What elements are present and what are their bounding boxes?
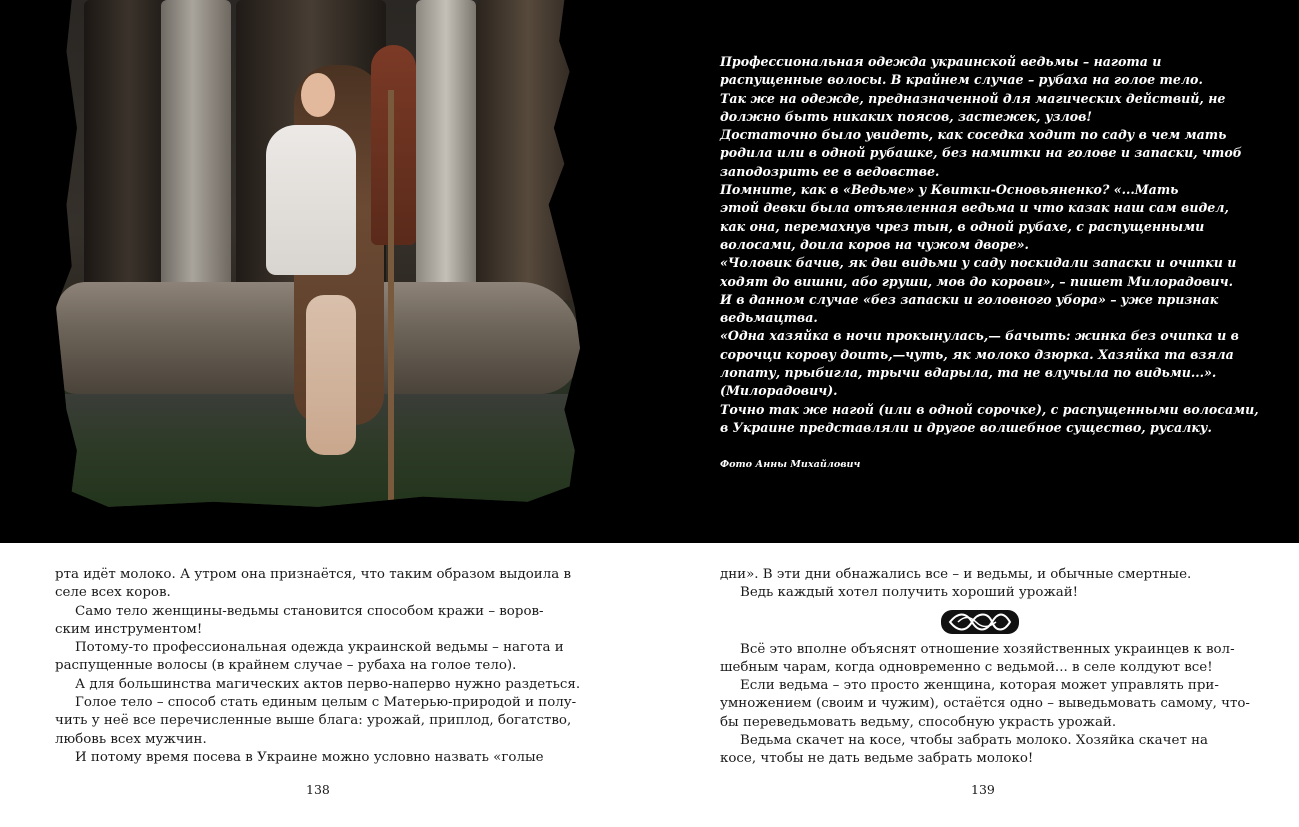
embroidered-shirt bbox=[266, 125, 356, 275]
text-line: Голое тело – способ стать единым целым с Матерью-природой и полу- bbox=[75, 695, 577, 711]
tree-trunk bbox=[416, 0, 476, 300]
photo-credit: Фото Анны Михайлович bbox=[720, 459, 861, 470]
text-line: «Одна хазяйка в ночи прокынулась,— бачыть: жинка без очипка и в bbox=[720, 328, 1239, 344]
text-line: ским инструментом! bbox=[55, 621, 203, 637]
text-line: должно быть никаких поясов, застежек, узлов! bbox=[720, 108, 1092, 124]
text-line: распущенные волосы. В крайнем случае – рубаха на голое тело. bbox=[720, 72, 1203, 88]
text-line: И в данном случае «без запаски и головного убора» – уже признак bbox=[720, 291, 1219, 307]
tree-trunk bbox=[161, 0, 231, 300]
text-line: Профессиональная одежда украинской ведьмы – нагота и bbox=[720, 54, 1162, 69]
text-line: дни». В эти дни обнажались все – и ведьмы, и обычные смертные. bbox=[720, 567, 1192, 582]
text-line: родила или в одной рубашке, без намитки на голове и запаски, чтоб bbox=[720, 145, 1242, 161]
text-line: Помните, как в «Ведьме» у Квитки-Основьяненко? «...Мать bbox=[720, 182, 1179, 198]
text-line: Если ведьма – это просто женщина, которая может управлять при- bbox=[740, 678, 1219, 694]
text-line: И потому время посева в Украине можно условно назвать «голые bbox=[75, 749, 544, 765]
text-line: рта идёт молоко. А утром она признаётся, что таким образом выдоила в bbox=[55, 567, 571, 582]
text-line: в Украине представляли и другое волшебное существо, русалку. bbox=[720, 419, 1212, 435]
left-page-body bbox=[55, 566, 580, 767]
text-line: чить у неё все перечисленные выше блага: урожай, приплод, богатство, bbox=[55, 713, 572, 729]
face bbox=[301, 73, 335, 117]
page-number-left: 138 bbox=[306, 782, 330, 797]
text-line: распущенные волосы (в крайнем случае – рубаха на голое тело). bbox=[55, 658, 517, 674]
text-line: ведьмацтва. bbox=[720, 310, 818, 326]
text-line: Точно так же нагой (или в одной сорочке), с распущенными волосами, bbox=[720, 401, 1259, 417]
text-line: Ведь каждый хотел получить хороший урожай! bbox=[740, 585, 1079, 601]
text-line: Ведьма скачет на косе, чтобы забрать молоко. Хозяйка скачет на bbox=[740, 733, 1209, 749]
text-line: «Чоловик бачив, як дви видьми у саду поскидали запаски и очипки и bbox=[720, 255, 1237, 271]
text-line: Достаточно было увидеть, как соседка ходит по саду в чем мать bbox=[720, 127, 1227, 143]
text-line: косе, чтобы не дать ведьме забрать молоко! bbox=[720, 751, 1034, 767]
text-line: ходят до вишни, або груши, мов до корови», – пишет Милорадович. bbox=[720, 273, 1233, 289]
text-line: бы переведьмовать ведьму, способную украсть урожай. bbox=[720, 714, 1117, 730]
text-line: любовь всех мужчин. bbox=[55, 731, 207, 747]
text-line: селе всех коров. bbox=[55, 585, 171, 601]
text-line: заподозрить ее в ведовстве. bbox=[720, 163, 940, 179]
text-line: Так же на одежде, предназначенной для магических действий, не bbox=[720, 90, 1226, 106]
text-line: волосами, доила коров на чужом дворе». bbox=[720, 236, 1029, 252]
broom-handle bbox=[388, 90, 394, 510]
right-page-body bbox=[720, 566, 1250, 769]
text-line: сорочци корову доить,—чуть, як молоко дзюрка. Хазяйка та взяла bbox=[720, 346, 1234, 362]
text-line: шебным чарам, когда одновременно с ведьмой... в селе колдуют все! bbox=[720, 659, 1213, 675]
legs bbox=[306, 295, 356, 455]
text-line: Потому-то профессиональная одежда украинской ведьмы – нагота и bbox=[75, 640, 564, 656]
quote-text-block bbox=[720, 53, 1265, 437]
text-line: как она, перемахнув чрез тын, в одной рубахе, с распущенными bbox=[720, 218, 1205, 234]
text-line: (Милорадович). bbox=[720, 383, 838, 399]
text-line: А для большинства магических актов перво-наперво нужно раздеться. bbox=[75, 676, 581, 692]
page-number-right: 139 bbox=[971, 782, 995, 797]
text-line: лопату, прыбигла, трычи вдарыла, та не влучыла по видьми...». bbox=[720, 365, 1217, 381]
photo-woman-with-broom bbox=[56, 0, 580, 512]
text-line: умножением (своим и чужим), остаётся одно – выведьмовать самому, что- bbox=[720, 696, 1250, 712]
text-line: Само тело женщины-ведьмы становится способом кражи – воров- bbox=[75, 603, 544, 619]
celtic-knot-ornament-icon bbox=[720, 607, 1245, 639]
text-line: этой девки была отъявленная ведьма и что казак наш сам видел, bbox=[720, 200, 1229, 216]
text-line: Всё это вполне объяснят отношение хозяйственных украинцев к вол- bbox=[740, 641, 1235, 657]
